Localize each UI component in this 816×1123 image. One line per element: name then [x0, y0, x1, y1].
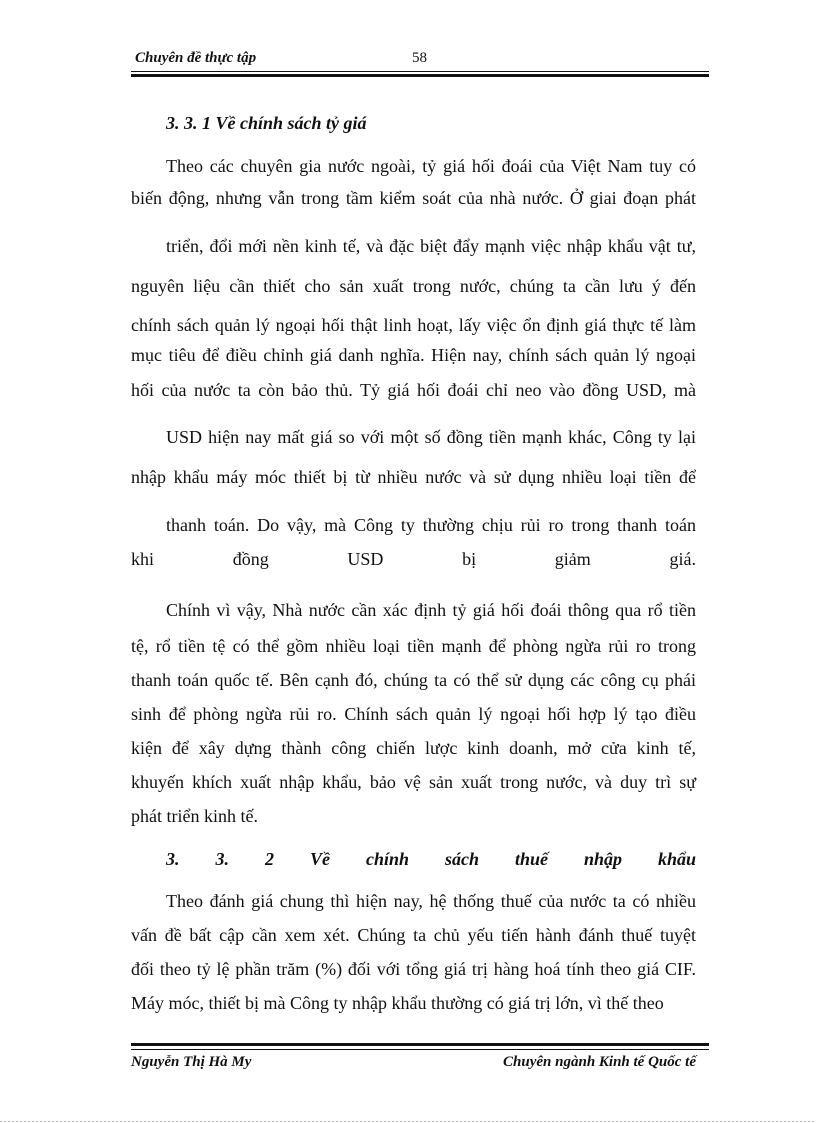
paragraph-line: vấn đề bất cập cần xem xét. Chúng ta chủ yếu tiến hành đánh thuế tuyệt — [131, 925, 696, 945]
paragraph-line: tệ, rổ tiền tệ có thể gồm nhiều loại tiền mạnh để phòng ngừa rủi ro trong — [131, 636, 696, 656]
paragraph-line: nguyên liệu cần thiết cho sản xuất trong nước, chúng ta cần lưu ý đến — [131, 276, 696, 296]
header-rule-thick — [131, 74, 709, 77]
paragraph-line: Máy móc, thiết bị mà Công ty nhập khẩu thường có giá trị lớn, vì thế theo — [131, 993, 664, 1013]
paragraph-line: nhập khẩu máy móc thiết bị từ nhiều nước và sử dụng nhiều loại tiền để — [131, 467, 696, 487]
paragraph-line: sinh để phòng ngừa rủi ro. Chính sách quản lý ngoại hối hợp lý tạo điều — [131, 704, 696, 724]
paragraph-line: thanh toán quốc tế. Bên cạnh đó, chúng ta có thể sử dụng các công cụ phái — [131, 670, 696, 690]
paragraph-line: đối theo tỷ lệ phần trăm (%) đối với tổng giá trị hàng hoá tính theo giá CIF. — [131, 959, 696, 979]
footer-author: Nguyễn Thị Hà My — [131, 1054, 252, 1070]
page-bottom-border — [0, 1121, 816, 1122]
header-rule — [131, 71, 709, 72]
footer-rule — [131, 1049, 709, 1050]
paragraph-line: hối của nước ta còn bảo thủ. Tỷ giá hối đoái chỉ neo vào đồng USD, mà — [131, 380, 696, 400]
page-number: 58 — [412, 50, 427, 66]
paragraph-line: Chính vì vậy, Nhà nước cần xác định tỷ giá hối đoái thông qua rổ tiền — [166, 600, 696, 620]
paragraph-line: mục tiêu để điều chỉnh giá danh nghĩa. Hiện nay, chính sách quản lý ngoại — [131, 345, 696, 365]
paragraph-line: USD hiện nay mất giá so với một số đồng tiền mạnh khác, Công ty lại — [166, 427, 696, 447]
header-title: Chuyên đề thực tập — [135, 50, 257, 66]
paragraph-line: triển, đổi mới nền kinh tế, và đặc biệt đẩy mạnh việc nhập khẩu vật tư, — [166, 236, 696, 256]
paragraph-line: khi đồng USD bị giảm giá. — [131, 549, 696, 569]
paragraph-line: kiện để xây dựng thành công chiến lược kinh doanh, mở cửa kinh tế, — [131, 738, 696, 758]
section-heading-exchange-rate: 3. 3. 1 Về chính sách tỷ giá — [166, 113, 367, 133]
footer-rule-thick — [131, 1043, 709, 1046]
paragraph-line: Theo các chuyên gia nước ngoài, tỷ giá hối đoái của Việt Nam tuy có — [166, 156, 696, 176]
paragraph-line: thanh toán. Do vậy, mà Công ty thường chịu rủi ro trong thanh toán — [166, 515, 696, 535]
paragraph-line: Theo đánh giá chung thì hiện nay, hệ thống thuế của nước ta có nhiều — [166, 891, 696, 911]
section-heading-import-tax: 3. 3. 2 Về chính sách thuế nhập khẩu — [166, 849, 696, 869]
paragraph-line: khuyến khích xuất nhập khẩu, bảo vệ sản xuất trong nước, và duy trì sự — [131, 772, 696, 792]
footer-major: Chuyên ngành Kinh tế Quốc tế — [503, 1054, 696, 1070]
paragraph-line: phát triển kinh tế. — [131, 806, 258, 826]
paragraph-line: biến động, nhưng vẫn trong tầm kiểm soát của nhà nước. Ở giai đoạn phát — [131, 188, 696, 208]
paragraph-line: chính sách quản lý ngoại hối thật linh hoạt, lấy việc ổn định giá thực tế làm — [131, 315, 696, 335]
